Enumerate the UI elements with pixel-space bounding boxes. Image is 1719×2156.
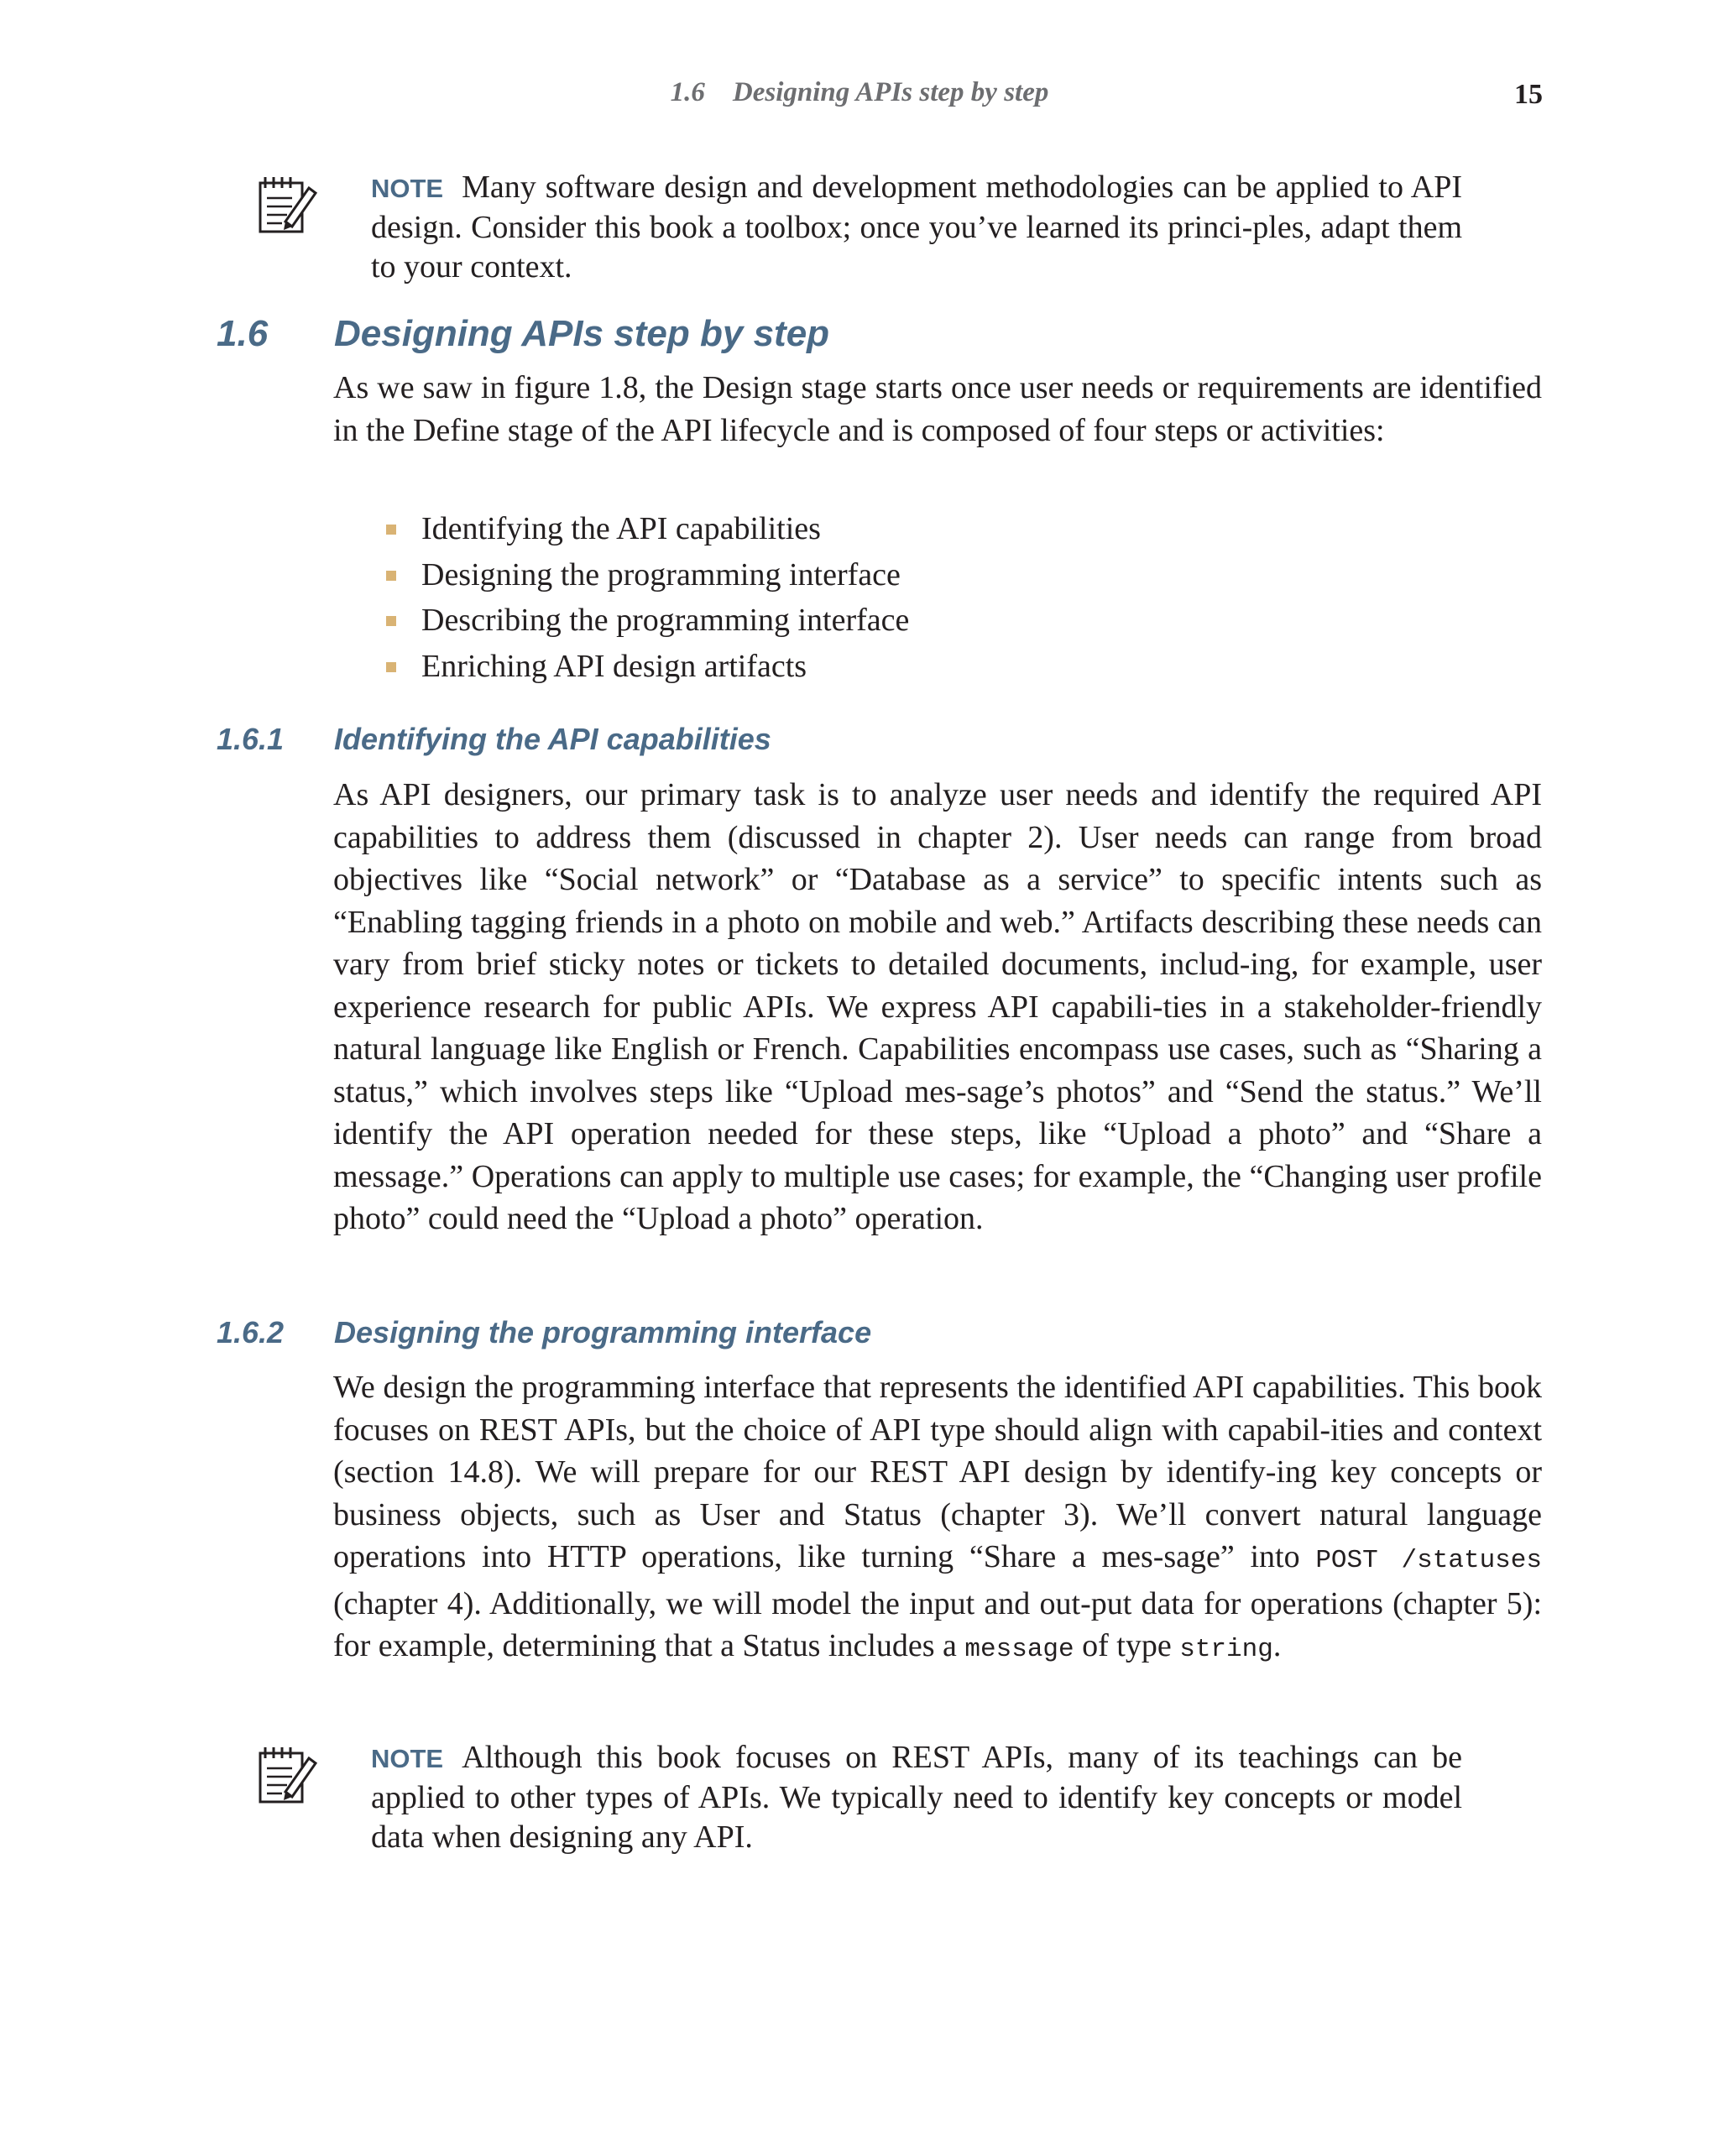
note-label: NOTE: [371, 1744, 444, 1773]
code-span: message: [964, 1635, 1074, 1664]
code-span: POST /statuses: [1315, 1546, 1542, 1575]
list-item-text: Describing the programming interface: [421, 603, 910, 638]
section-intro: As we saw in figure 1.8, the Design stage starts once user needs or requirements are identified in the Define stage of the API lifecycle and is composed of four steps or activities:: [333, 370, 1542, 448]
note-text: [371, 1738, 1462, 1857]
list-item: [386, 506, 909, 552]
section-title: Designing APIs step by step: [334, 313, 830, 354]
list-item: [386, 598, 909, 644]
bullet-icon: [386, 662, 396, 672]
note-box: [253, 1738, 1479, 1864]
running-head-title: 1.6 Designing APIs step by step: [670, 77, 1049, 107]
list-item-text: Designing the programming interface: [421, 556, 901, 593]
bullet-icon: [386, 525, 396, 535]
subsection-paragraph: As API designers, our primary task is to analyze user needs and identify the required API capabilities to address them (discussed in chapter 2). User needs can range from broad objectives like “Social network” or “Database as a service” to specific intents such as “Enabling tagging friends in a photo on mobile and web.” Artifacts describing these needs can vary from brief sticky notes or tickets to detailed documents, includ-ing, for example, user experience research for public APIs. We express API capabili-ties in a stakeholder-friendly natural language like English or French. Capabilities encompass use cases, such as “Sharing a status,” which involves steps like “Upload mes-sage’s photos” and “Send the status.” We’ll identify the API operation needed for these steps, like “Upload a photo” and “Share a message.” Operations can apply to multiple use cases; for example, the “Changing user profile photo” could need the “Upload a photo” operation.: [333, 777, 1542, 1236]
note-body: Although this book focuses on REST APIs, many of its teachings can be applied to other types of APIs. We typically need to identify key concepts or model data when designing any API.: [371, 1740, 1462, 1855]
note-box: [253, 168, 1479, 294]
bullet-icon: [386, 616, 396, 626]
paragraph-text: of type: [1074, 1628, 1180, 1663]
subsection-title: Designing the programming interface: [334, 1315, 872, 1349]
note-body: Many software design and development methodologies can be applied to API design. Consider this book a toolbox; once you’ve learned its princi-ples, adapt them to your context.: [371, 170, 1462, 285]
page-number: 15: [1514, 79, 1543, 110]
running-head: [0, 77, 1719, 119]
note-icon: [253, 1741, 321, 1809]
list-item-text: Enriching API design artifacts: [421, 648, 807, 684]
section-heading: [217, 313, 829, 355]
bullet-list: [386, 506, 909, 689]
code-span: string: [1179, 1635, 1273, 1664]
subsection-number: 1.6.1: [217, 722, 285, 756]
section-number: 1.6: [217, 313, 269, 354]
subsection-heading: [217, 722, 771, 757]
paragraph-text: We design the programming interface that represents the identified API capabilities. This book focuses on REST APIs, but the choice of API type should align with capabil-ities and context (section 14.8). We will prepare for our REST API design by identify-ing key concepts or business objects, such as User and Status (chapter 3). We’ll convert natural language operations into HTTP operations, like turning “Share a mes-sage” into: [333, 1370, 1542, 1574]
note-icon: [253, 171, 321, 238]
bullet-icon: [386, 571, 396, 581]
paragraph-text: (chapter 4). Additionally, we will model the input and out-put data for operations (chapter 5): for example, determining that a Status includes a: [333, 1585, 1542, 1663]
subsection-title: Identifying the API capabilities: [334, 722, 771, 756]
note-label: NOTE: [371, 174, 444, 203]
list-item: [386, 552, 909, 598]
subsection-heading: [217, 1315, 871, 1350]
subsection-paragraph: [333, 1366, 1542, 1672]
list-item-text: Identifying the API capabilities: [421, 511, 821, 546]
list-item: [386, 644, 909, 690]
paragraph-text: .: [1272, 1628, 1282, 1663]
subsection-number: 1.6.2: [217, 1315, 285, 1349]
note-text: [371, 168, 1462, 287]
